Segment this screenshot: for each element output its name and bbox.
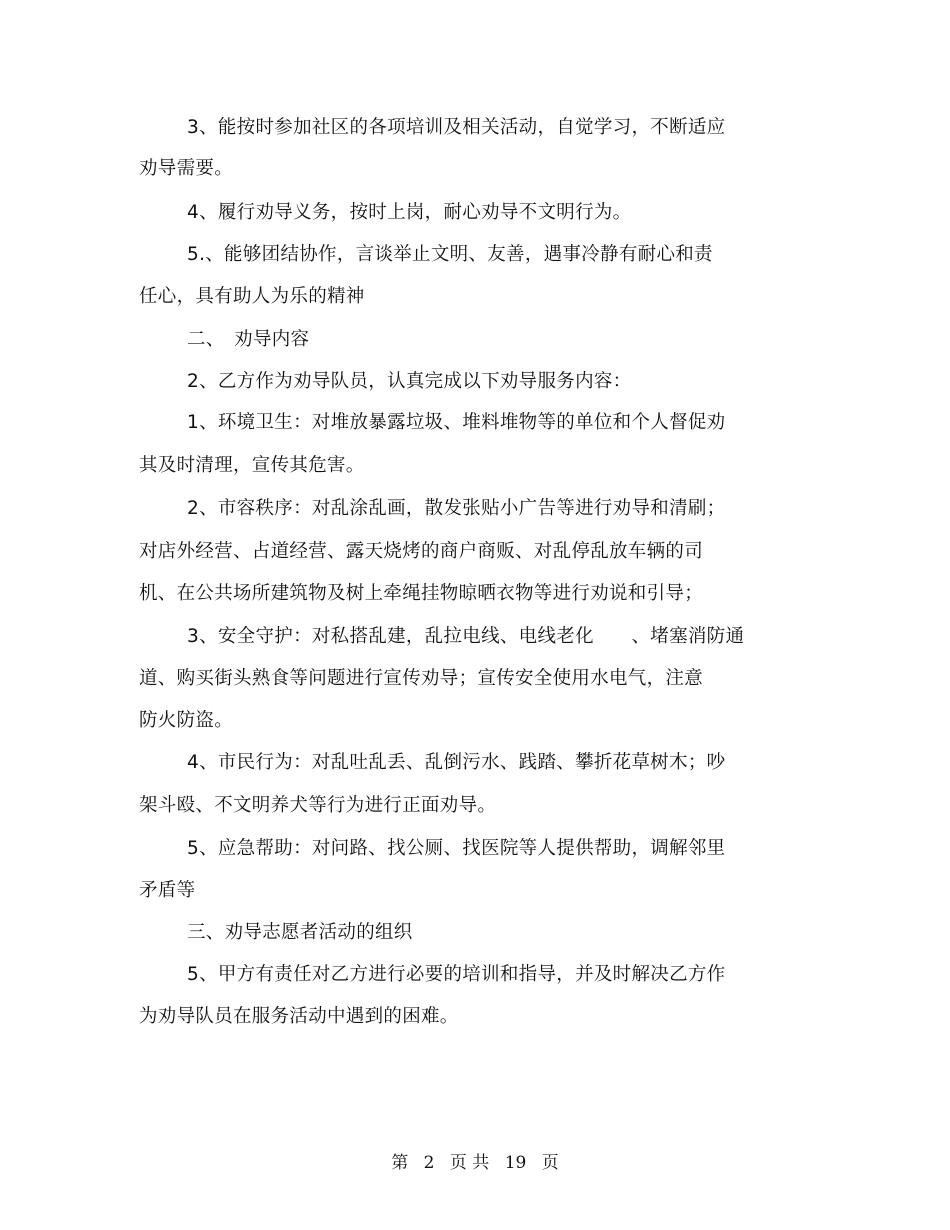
paragraph-line: 3、能按时参加社区的各项培训及相关活动，自觉学习，不断适应 [187,117,726,138]
paragraph-line: 架斗殴、不文明养犬等行为进行正面劝导。 [139,795,497,816]
paragraph-line: 3、安全守护：对私搭乱建，乱拉电线、电线老化 、堵塞消防通 [187,626,745,647]
paragraph-line: 其及时清理，宣传其危害。 [139,455,365,476]
paragraph-line: 任心，具有助人为乐的精神 [139,286,365,307]
paragraph-line: 防火防盗。 [139,710,234,731]
total-pages-number: 19 [504,1153,527,1173]
paragraph-line: 5、甲方有责任对乙方进行必要的培训和指导，并及时解决乙方作 [187,964,726,985]
paragraph-line: 2、市容秩序：对乱涂乱画，散发张贴小广告等进行劝导和清刷； [187,498,726,519]
paragraph-line: 道、购买街头熟食等问题进行宣传劝导；宣传安全使用水电气，注意 [139,668,704,689]
page-footer [0,1152,950,1174]
footer-prefix: 第 [391,1153,409,1173]
paragraph-line: 为劝导队员在服务活动中遇到的困难。 [139,1006,459,1027]
section-heading: 三、劝导志愿者活动的组织 [187,922,413,943]
paragraph-line: 对店外经营、占道经营、露天烧烤的商户商贩、对乱停乱放车辆的司 [139,541,704,562]
paragraph-line: 5.、能够团结协作，言谈举止文明、友善，遇事冷静有耐心和责 [187,244,713,265]
paragraph-line: 1、环境卫生：对堆放暴露垃圾、堆料堆物等的单位和个人督促劝 [187,412,726,433]
current-page-number: 2 [423,1153,435,1173]
paragraph-line: 2、乙方作为劝导队员，认真完成以下劝导服务内容： [187,371,632,392]
paragraph-line: 5、应急帮助：对问路、找公厕、找医院等人提供帮助，调解邻里 [187,838,726,859]
paragraph-line: 矛盾等 [139,880,196,901]
footer-middle: 页 共 [449,1153,490,1173]
paragraph-line: 4、市民行为：对乱吐乱丢、乱倒污水、践踏、攀折花草树木；吵 [187,752,726,773]
paragraph-line: 4、履行劝导义务，按时上岗，耐心劝导不文明行为。 [187,202,632,223]
footer-suffix: 页 [541,1153,559,1173]
section-heading: 二、 劝导内容 [187,329,310,350]
paragraph-line: 机、在公共场所建筑物及树上牵绳挂物晾晒衣物等进行劝说和引导； [139,583,704,604]
paragraph-line: 劝导需要。 [139,158,234,179]
